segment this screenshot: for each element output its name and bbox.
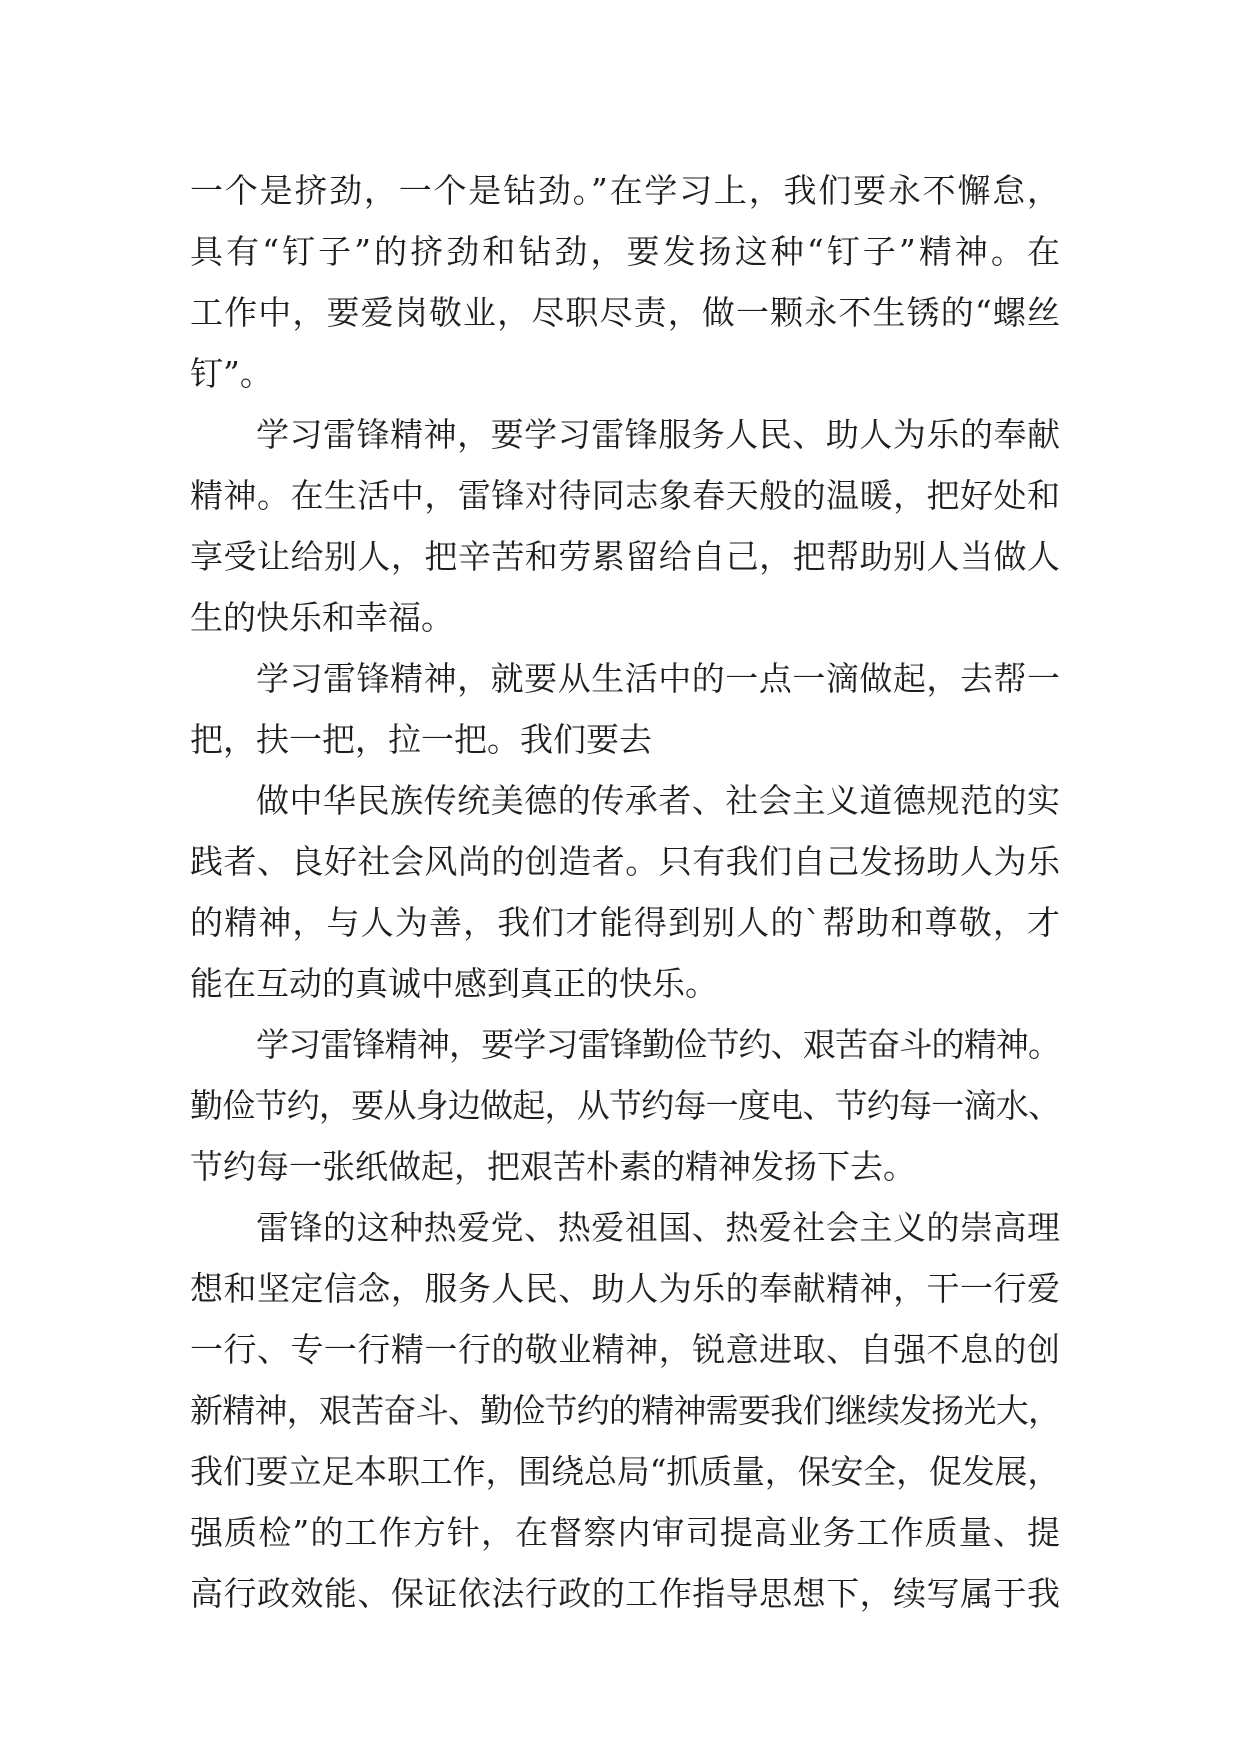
text-line: 一个是挤劲，一个是钻劲。”在学习上，我们要永不懈怠， xyxy=(190,171,1060,210)
text-line: 高行政效能、保证依法行政的工作指导思想下，续写属于我 xyxy=(190,1574,1060,1613)
text-line: 节约每一张纸做起，把艰苦朴素的精神发扬下去。 xyxy=(190,1147,916,1186)
text-line: 能在互动的真诚中感到真正的快乐。 xyxy=(190,964,718,1003)
text-line: 具有“钉子”的挤劲和钻劲，要发扬这种“钉子”精神。在 xyxy=(190,232,1060,271)
text-line: 践者、良好社会风尚的创造者。只有我们自己发扬助人为乐 xyxy=(190,842,1060,881)
text-line: 做中华民族传统美德的传承者、社会主义道德规范的实 xyxy=(256,781,1060,820)
text-line: 精神。在生活中，雷锋对待同志象春天般的温暖，把好处和 xyxy=(190,476,1060,515)
text-line: 的精神，与人为善，我们才能得到别人的`帮助和尊敬，才 xyxy=(190,903,1060,942)
document-body xyxy=(190,160,1060,1624)
text-line: 新精神，艰苦奋斗、勤俭节约的精神需要我们继续发扬光大， xyxy=(190,1391,1060,1430)
text-line: 钉”。 xyxy=(190,354,273,393)
text-line: 勤俭节约，要从身边做起，从节约每一度电、节约每一滴水、 xyxy=(190,1086,1060,1125)
text-line: 生的快乐和幸福。 xyxy=(190,598,454,637)
text-line: 雷锋的这种热爱党、热爱祖国、热爱社会主义的崇高理 xyxy=(256,1208,1060,1247)
text-line: 把，扶一把，拉一把。我们要去 xyxy=(190,720,652,759)
text-line: 一行、专一行精一行的敬业精神，锐意进取、自强不息的创 xyxy=(190,1330,1060,1369)
text-line: 强质检”的工作方针，在督察内审司提高业务工作质量、提 xyxy=(190,1513,1060,1552)
text-line: 学习雷锋精神，要学习雷锋服务人民、助人为乐的奉献 xyxy=(256,415,1060,454)
text-line: 学习雷锋精神，就要从生活中的一点一滴做起，去帮一 xyxy=(256,659,1060,698)
text-line: 我们要立足本职工作，围绕总局“抓质量，保安全，促发展， xyxy=(190,1452,1060,1491)
text-line: 学习雷锋精神，要学习雷锋勤俭节约、艰苦奋斗的精神。 xyxy=(256,1025,1060,1064)
text-line: 工作中，要爱岗敬业，尽职尽责，做一颗永不生锈的“螺丝 xyxy=(190,293,1060,332)
text-line: 想和坚定信念，服务人民、助人为乐的奉献精神，干一行爱 xyxy=(190,1269,1060,1308)
text-line: 享受让给别人，把辛苦和劳累留给自己，把帮助别人当做人 xyxy=(190,537,1060,576)
